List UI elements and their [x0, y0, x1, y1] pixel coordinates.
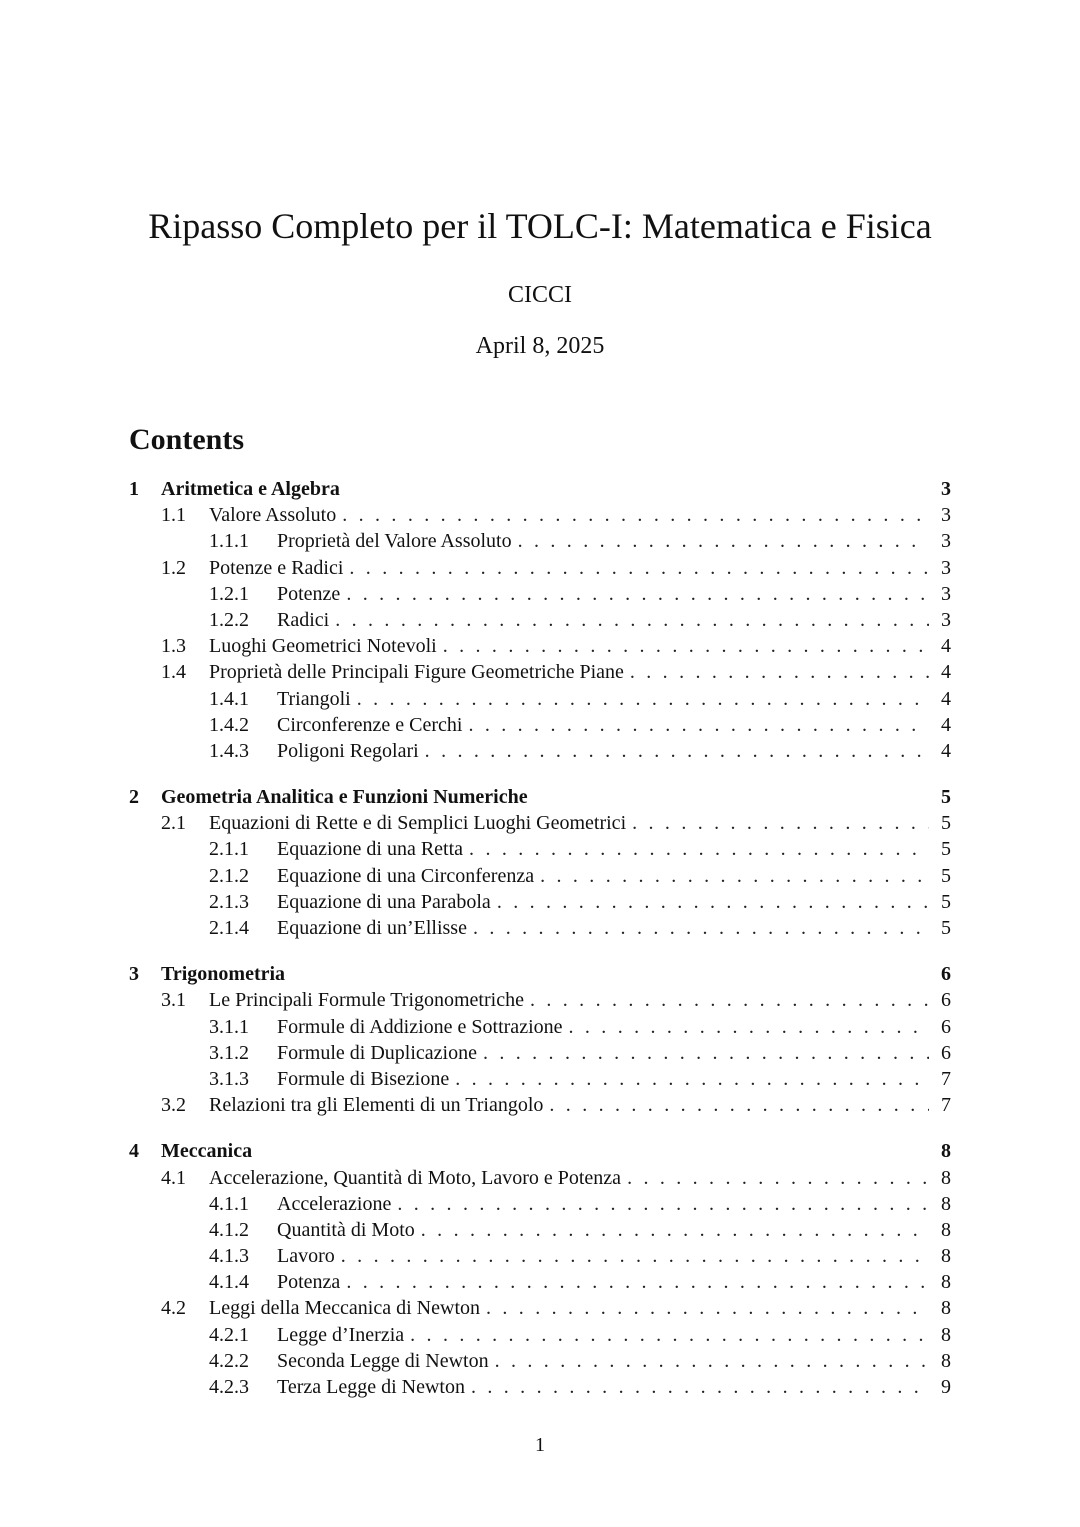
- toc-entry-number: 4.1: [161, 1166, 186, 1189]
- toc-entry-subsection[interactable]: [129, 1014, 951, 1040]
- toc-entry-subsection[interactable]: [129, 1348, 951, 1374]
- toc-entry-number: 3.1.1: [209, 1015, 249, 1038]
- toc-entry-page: 8: [941, 1245, 951, 1268]
- toc-dot-leader: [518, 528, 929, 554]
- toc-entry-number: 1.1: [161, 504, 186, 527]
- toc-entry-subsection[interactable]: [129, 581, 951, 607]
- toc-dot-leader: [346, 581, 929, 607]
- toc-entry-chapter[interactable]: [129, 784, 951, 810]
- toc-entry-section[interactable]: [129, 987, 951, 1013]
- toc-entry-page: 4: [941, 687, 951, 710]
- toc-entry-page: 4: [941, 661, 951, 684]
- toc-dot-leader: [443, 633, 929, 659]
- toc-entry-subsection[interactable]: [129, 915, 951, 941]
- toc-dot-leader: [357, 686, 929, 712]
- toc-dot-leader: [540, 863, 929, 889]
- toc-entry-title: Proprietà delle Principali Figure Geometriche Piane: [209, 661, 624, 684]
- toc-entry-subsection[interactable]: [129, 738, 951, 764]
- toc-entry-page: 8: [941, 1271, 951, 1294]
- toc-entry-subsection[interactable]: [129, 686, 951, 712]
- toc-entry-title: Meccanica: [161, 1140, 253, 1163]
- toc-entry-number: 4.1.1: [209, 1192, 249, 1215]
- toc-dot-leader: [630, 659, 929, 685]
- toc-dot-leader: [486, 1295, 929, 1321]
- toc-entry-number: 1.3: [161, 635, 186, 658]
- toc-dot-leader: [530, 987, 929, 1013]
- toc-entry-title: Accelerazione, Quantità di Moto, Lavoro e Potenza: [209, 1166, 622, 1189]
- toc-dot-leader: [473, 915, 929, 941]
- toc-entry-title: Lavoro: [277, 1245, 335, 1268]
- toc-entry-page: 8: [941, 1323, 951, 1346]
- toc-dot-leader: [397, 1191, 929, 1217]
- toc-dot-leader: [495, 1348, 929, 1374]
- toc-entry-title: Triangoli: [277, 687, 351, 710]
- toc-entry-subsection[interactable]: [129, 712, 951, 738]
- toc-entry-subsection[interactable]: [129, 863, 951, 889]
- toc-dot-leader: [341, 1243, 929, 1269]
- toc-entry-title: Seconda Legge di Newton: [277, 1349, 489, 1372]
- toc-entry-title: Valore Assoluto: [209, 504, 337, 527]
- toc-entry-page: 6: [941, 1041, 951, 1064]
- toc-dot-leader: [425, 738, 929, 764]
- toc-entry-title: Formule di Duplicazione: [277, 1041, 477, 1064]
- toc-entry-title: Equazione di un’Ellisse: [277, 917, 467, 939]
- toc-dot-leader: [471, 1374, 929, 1400]
- toc-entry-subsection[interactable]: [129, 1040, 951, 1066]
- toc-entry-page: 8: [941, 1218, 951, 1241]
- toc-dot-leader: [632, 810, 929, 836]
- toc-entry-title: Equazione di una Retta: [277, 838, 464, 861]
- toc-dot-leader: [335, 607, 929, 633]
- table-of-contents: [129, 476, 951, 1400]
- toc-entry-title: Potenza: [277, 1271, 341, 1294]
- toc-entry-subsection[interactable]: [129, 1217, 951, 1243]
- toc-entry-page: 8: [941, 1166, 951, 1189]
- toc-entry-page: 6: [941, 963, 951, 986]
- toc-entry-number: 3.1.3: [209, 1067, 249, 1090]
- toc-entry-title: Equazione di una Circonferenza: [277, 864, 535, 887]
- toc-entry-page: 3: [941, 478, 951, 500]
- toc-entry-page: 5: [941, 812, 951, 835]
- toc-entry-page: 4: [941, 635, 951, 658]
- toc-dot-leader: [483, 1040, 929, 1066]
- toc-entry-chapter[interactable]: [129, 961, 951, 987]
- toc-entry-number: 2: [129, 786, 139, 809]
- toc-entry-section[interactable]: [129, 502, 951, 528]
- contents-heading: Contents: [129, 423, 245, 456]
- toc-entry-page: 3: [941, 530, 951, 553]
- toc-entry-title: Potenze: [277, 582, 341, 605]
- toc-entry-section[interactable]: [129, 1165, 951, 1191]
- toc-entry-number: 4.2.2: [209, 1349, 249, 1372]
- toc-entry-number: 2.1.1: [209, 838, 249, 861]
- toc-entry-number: 1.4.3: [209, 739, 249, 762]
- toc-entry-title: Aritmetica e Algebra: [161, 478, 340, 500]
- toc-entry-subsection[interactable]: [129, 1269, 951, 1295]
- toc-dot-leader: [455, 1066, 929, 1092]
- toc-entry-subsection[interactable]: [129, 889, 951, 915]
- toc-entry-number: 2.1.3: [209, 890, 249, 913]
- toc-dot-leader: [549, 1092, 929, 1118]
- toc-dot-leader: [410, 1322, 929, 1348]
- toc-dot-leader: [468, 712, 929, 738]
- toc-entry-title: Geometria Analitica e Funzioni Numeriche: [161, 786, 528, 809]
- toc-entry-section[interactable]: [129, 1092, 951, 1118]
- toc-entry-subsection[interactable]: [129, 1191, 951, 1217]
- toc-entry-page: 5: [941, 786, 951, 809]
- toc-entry-section[interactable]: [129, 633, 951, 659]
- toc-entry-section[interactable]: [129, 1295, 951, 1321]
- toc-entry-subsection[interactable]: [129, 607, 951, 633]
- toc-dot-leader: [469, 836, 929, 862]
- toc-entry-page: 4: [941, 739, 951, 762]
- toc-entry-number: 4.1.2: [209, 1218, 249, 1241]
- toc-entry-number: 4.1.3: [209, 1245, 249, 1268]
- toc-entry-page: 5: [941, 917, 951, 939]
- toc-entry-subsection[interactable]: [129, 1243, 951, 1269]
- toc-entry-page: 5: [941, 890, 951, 913]
- toc-entry-number: 1.2: [161, 556, 186, 579]
- toc-entry-title: Proprietà del Valore Assoluto: [277, 530, 512, 553]
- toc-entry-chapter[interactable]: [129, 1138, 951, 1164]
- toc-entry-number: 3.1.2: [209, 1041, 249, 1064]
- toc-entry-page: 8: [941, 1349, 951, 1372]
- toc-entry-page: 5: [941, 864, 951, 887]
- document-date: April 8, 2025: [475, 333, 605, 359]
- toc-entry-number: 4.2.1: [209, 1323, 249, 1346]
- toc-entry-section[interactable]: [129, 555, 951, 581]
- toc-dot-leader: [497, 889, 929, 915]
- toc-entry-number: 3.2: [161, 1094, 186, 1117]
- toc-entry-subsection[interactable]: [129, 1374, 951, 1400]
- toc-entry-number: 4.1.4: [209, 1271, 249, 1294]
- toc-entry-number: 3: [129, 963, 139, 986]
- toc-entry-page: 7: [941, 1094, 951, 1117]
- toc-entry-subsection[interactable]: [129, 836, 951, 862]
- toc-entry-page: 3: [941, 504, 951, 527]
- toc-dot-leader: [346, 1269, 929, 1295]
- toc-entry-title: Circonferenze e Cerchi: [277, 713, 463, 736]
- toc-dot-leader: [342, 502, 929, 528]
- toc-dot-leader: [421, 1217, 929, 1243]
- toc-entry-title: Equazioni di Rette e di Semplici Luoghi Geometrici: [209, 812, 627, 835]
- toc-entry-page: 6: [941, 989, 951, 1012]
- toc-dot-leader: [349, 555, 929, 581]
- document-author: CICCI: [507, 282, 572, 308]
- toc-entry-subsection[interactable]: [129, 1322, 951, 1348]
- toc-entry-number: 1.1.1: [209, 530, 249, 553]
- toc-entry-page: 5: [941, 838, 951, 861]
- toc-entry-title: Radici: [277, 608, 330, 631]
- toc-entry-title: Formule di Addizione e Sottrazione: [277, 1015, 563, 1038]
- page-number: 1: [535, 1434, 545, 1456]
- toc-entry-number: 2.1.2: [209, 864, 249, 887]
- toc-entry-title: Legge d’Inerzia: [277, 1323, 405, 1346]
- toc-entry-title: Trigonometria: [161, 963, 286, 986]
- toc-entry-page: 3: [941, 608, 951, 631]
- toc-entry-number: 3.1: [161, 989, 186, 1012]
- toc-entry-title: Relazioni tra gli Elementi di un Triangolo: [209, 1094, 544, 1117]
- toc-entry-page: 9: [941, 1376, 951, 1398]
- toc-entry-subsection[interactable]: [129, 528, 951, 554]
- toc-entry-title: Potenze e Radici: [209, 556, 344, 579]
- toc-dot-leader: [627, 1165, 929, 1191]
- toc-entry-title: Le Principali Formule Trigonometriche: [209, 989, 524, 1012]
- toc-entry-title: Accelerazione: [277, 1192, 392, 1215]
- toc-entry-page: 8: [941, 1140, 951, 1163]
- toc-entry-chapter[interactable]: [129, 476, 951, 502]
- toc-entry-title: Luoghi Geometrici Notevoli: [209, 635, 437, 658]
- toc-entry-number: 4: [129, 1140, 139, 1163]
- toc-entry-number: 1: [129, 478, 139, 500]
- toc-entry-number: 1.4.2: [209, 713, 249, 736]
- toc-entry-number: 1.4.1: [209, 687, 249, 710]
- toc-entry-title: Terza Legge di Newton: [277, 1376, 465, 1398]
- toc-entry-number: 1.4: [161, 661, 186, 684]
- toc-entry-title: Quantità di Moto: [277, 1218, 415, 1241]
- toc-entry-title: Poligoni Regolari: [277, 739, 419, 762]
- toc-entry-number: 2.1.4: [209, 917, 249, 939]
- toc-entry-page: 7: [941, 1067, 951, 1090]
- toc-dot-leader: [569, 1014, 930, 1040]
- toc-entry-number: 2.1: [161, 812, 186, 835]
- toc-entry-page: 3: [941, 582, 951, 605]
- toc-entry-subsection[interactable]: [129, 1066, 951, 1092]
- toc-entry-page: 8: [941, 1297, 951, 1320]
- toc-entry-number: 1.2.1: [209, 582, 249, 605]
- toc-entry-page: 6: [941, 1015, 951, 1038]
- toc-entry-page: 8: [941, 1192, 951, 1215]
- toc-entry-title: Equazione di una Parabola: [277, 890, 491, 913]
- toc-entry-title: Leggi della Meccanica di Newton: [209, 1297, 480, 1320]
- document-title: Ripasso Completo per il TOLC-I: Matematica e Fisica: [148, 206, 932, 246]
- toc-entry-page: 3: [941, 556, 951, 579]
- toc-entry-number: 1.2.2: [209, 608, 249, 631]
- toc-entry-page: 4: [941, 713, 951, 736]
- toc-entry-section[interactable]: [129, 810, 951, 836]
- toc-entry-title: Formule di Bisezione: [277, 1067, 450, 1090]
- toc-entry-number: 4.2.3: [209, 1376, 249, 1398]
- toc-entry-number: 4.2: [161, 1297, 186, 1320]
- toc-entry-section[interactable]: [129, 659, 951, 685]
